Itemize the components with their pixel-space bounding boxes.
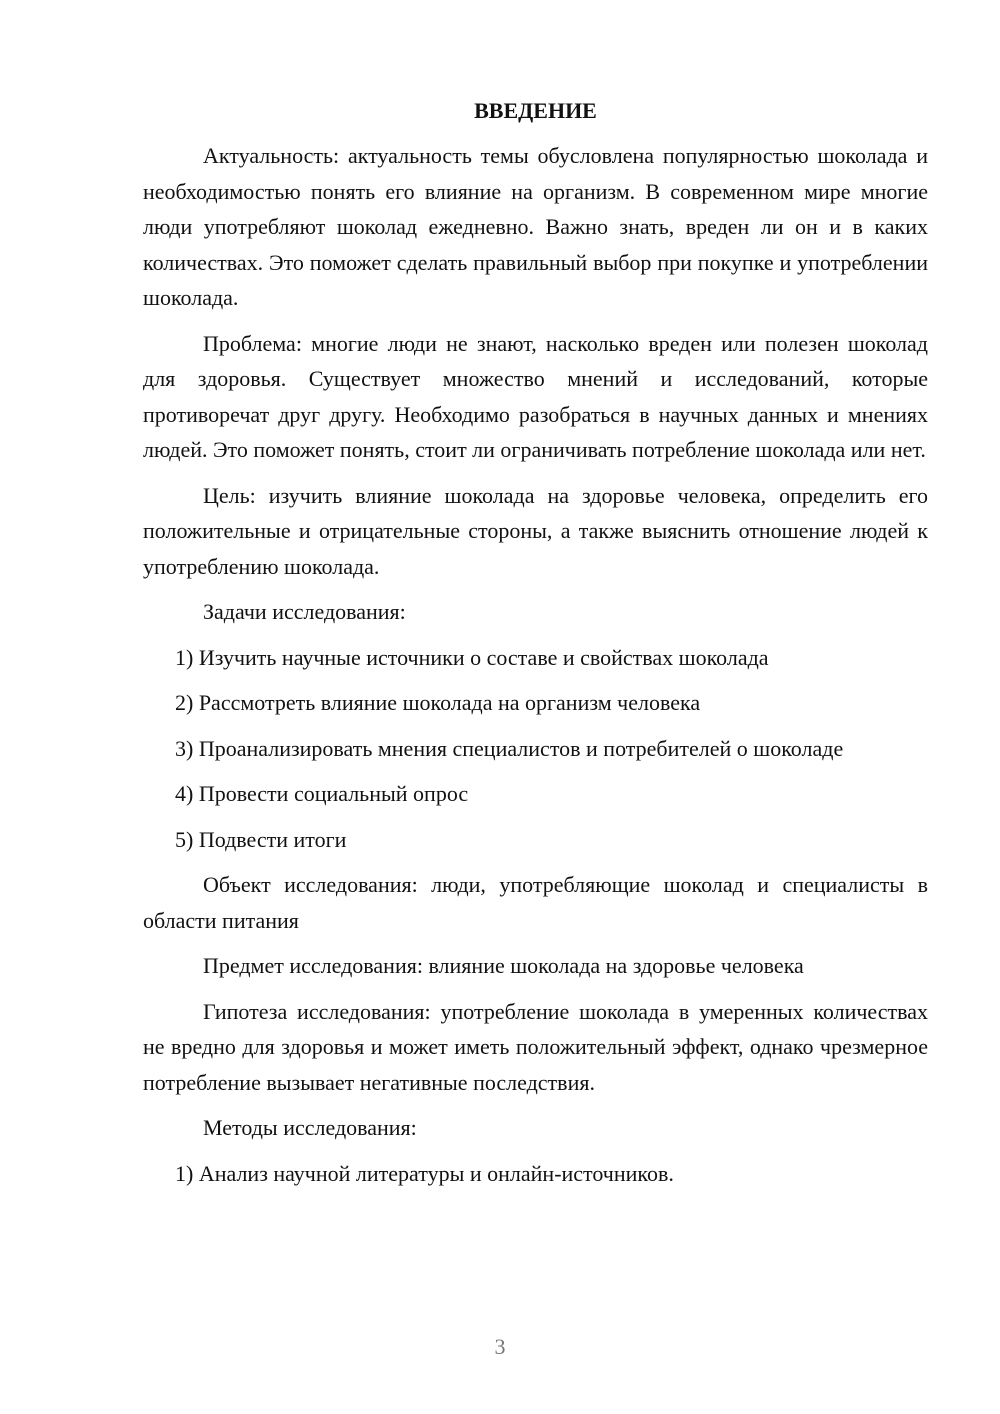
paragraph-goal: Цель: изучить влияние шоколада на здоровье человека, определить его положительные и отрицательные стороны, а также выяснить отношение людей к употреблению шоколада.: [143, 482, 928, 579]
list-item-task-3: 3) Проанализировать мнения специалистов и потребителей о шоколаде: [175, 735, 844, 761]
paragraph-problem: Проблема: многие люди не знают, насколько вреден или полезен шоколад для здоровья. Существует множество мнений и исследований, которые противоречат друг другу. Необходимо разобраться в научных данных и мнениях людей. Это поможет понять, стоит ли ограничивать потребление шоколада или нет.: [143, 330, 928, 462]
paragraph-relevance: Актуальность: актуальность темы обусловлена популярностью шоколада и необходимостью понять его влияние на организм. В современном мире многие люди употребляют шоколад ежедневно. Важно знать, вреден ли он и в каких количествах. Это поможет сделать правильный выбор при покупке и употреблении шоколада.: [143, 143, 928, 310]
section-title: ВВЕДЕНИЕ: [474, 98, 597, 123]
paragraph-object: Объект исследования: люди, употребляющие шоколад и специалисты в области питания: [143, 872, 928, 933]
list-item-task-2: 2) Рассмотреть влияние шоколада на организм человека: [175, 690, 701, 715]
paragraph-hypothesis: Гипотеза исследования: употребление шоколада в умеренных количествах не вредно для здоровья и может иметь положительный эффект, однако чрезмерное потребление вызывает негативные последствия.: [143, 998, 928, 1095]
list-item-method-1: 1) Анализ научной литературы и онлайн-источников.: [175, 1160, 674, 1186]
paragraph-subject: Предмет исследования: влияние шоколада на здоровье человека: [203, 953, 804, 978]
list-item-task-5: 5) Подвести итоги: [175, 826, 347, 852]
list-item-task-4: 4) Провести социальный опрос: [175, 781, 469, 806]
list-item-task-1: 1) Изучить научные источники о составе и свойствах шоколада: [175, 644, 769, 670]
document-body: [143, 96, 928, 1201]
methods-label: Методы исследования:: [203, 1115, 417, 1140]
tasks-label: Задачи исследования:: [203, 599, 406, 624]
page-number: 3: [494, 1334, 506, 1359]
